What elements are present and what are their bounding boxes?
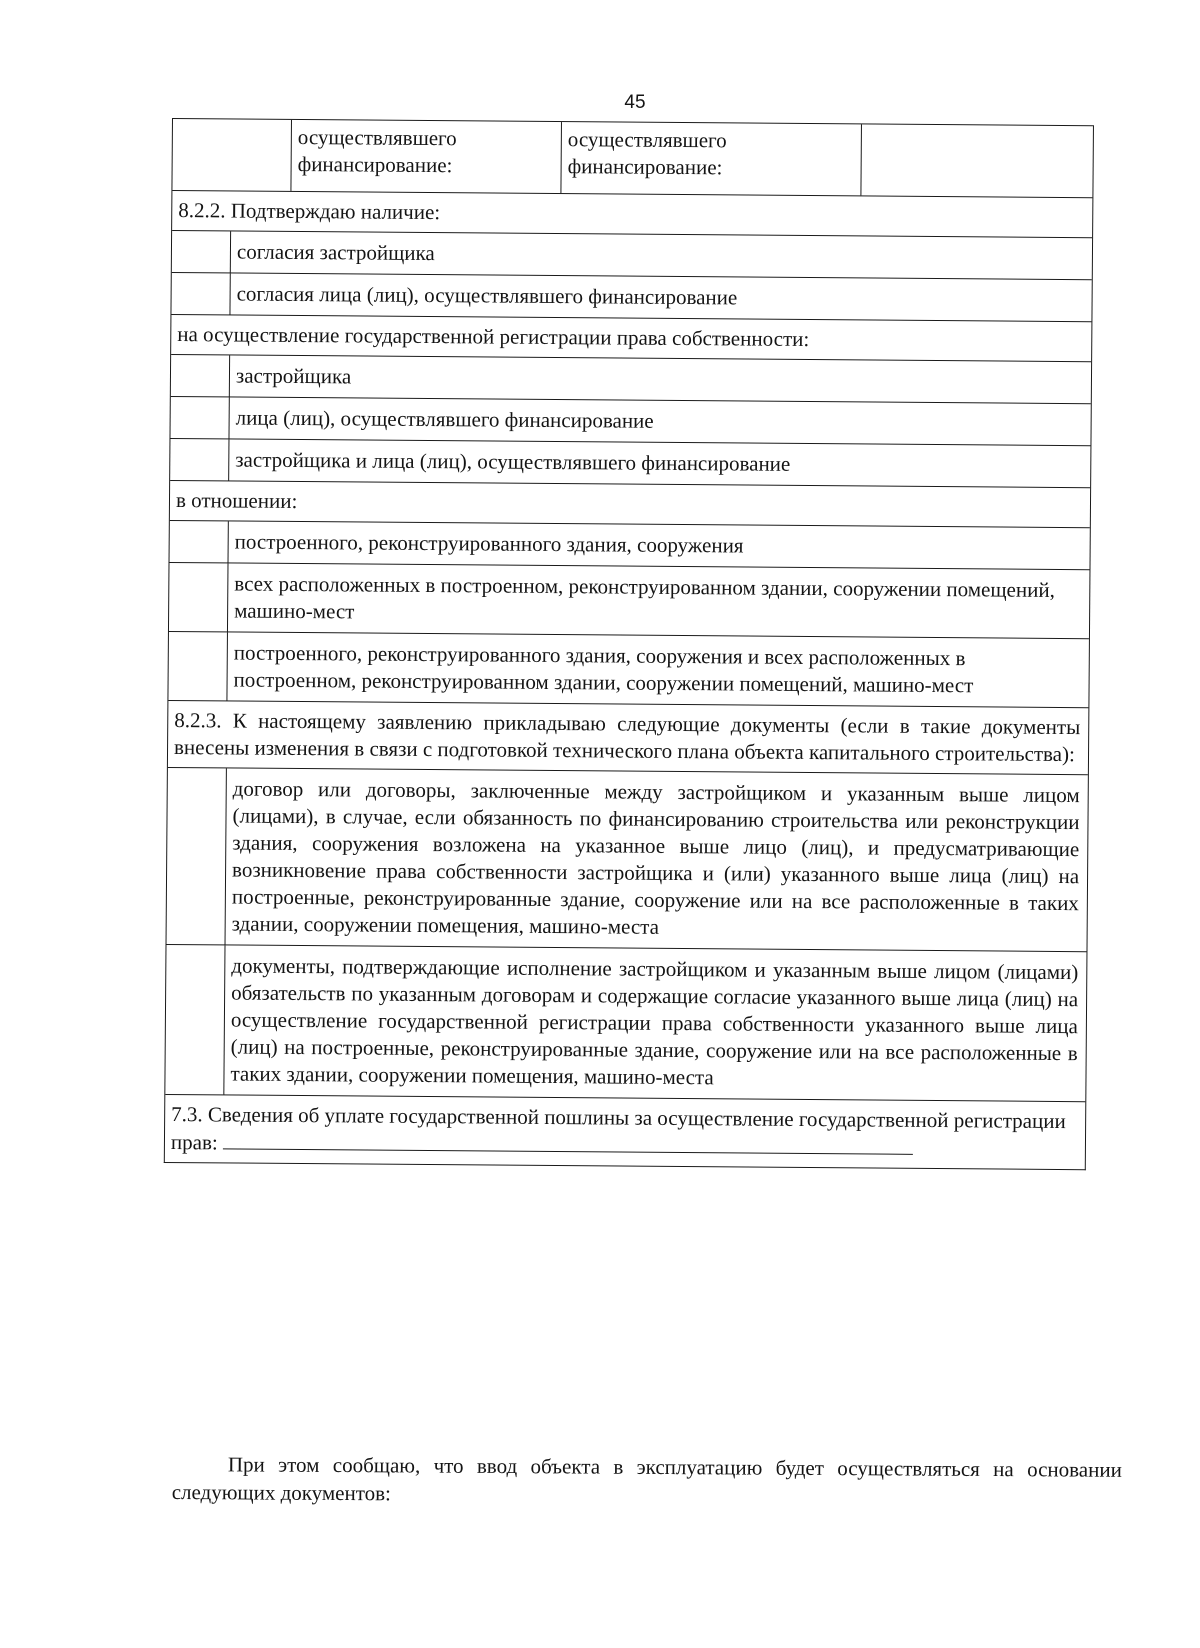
financing-label-2: осуществлявшего финансирование: — [561, 122, 862, 195]
checkbox-row — [165, 944, 1086, 1101]
option-label: договор или договоры, заключенные между застройщиком и указанным выше лицом (лицами), в случае, если обязанность по финансированию строительства или реконструкции здания, сооружения возложена на указанное выше лицо (лиц), и предусматривающие возникновение права собственности застройщика и (или) указанного выше лица (лиц) на построенные, реконструированные здание, сооружение или на все расположенные в таких здании, сооружении помещения, машино-места — [231, 776, 1080, 939]
checkbox-cell[interactable] — [167, 768, 227, 944]
checkbox-cell[interactable] — [165, 945, 225, 1094]
option-label: лица (лиц), осуществлявшего финансирование — [235, 405, 654, 433]
section-heading — [168, 700, 1088, 774]
option-label: согласия лица (лиц), осуществлявшего финансирование — [236, 281, 738, 310]
section-heading-text: 8.2.3. К настоящему заявлению прикладываю следующие документы (если в такие документы внесены изменения в связи с подготовкой технического плана объекта капитального строительства): — [173, 708, 1081, 767]
blank-cell — [172, 119, 292, 191]
checkbox-row — [171, 272, 1091, 321]
option-label: документы, подтверждающие исполнение застройщиком и указанным выше лицом (лицами) обязательств по указанным договорам и содержащие согласие указанного выше лица (лиц) на осуществление государственной регистрации права собственности указанного выше лица (лиц) на построенные, реконструированные здание, сооружение или на все расположенные в таких здании, сооружении помещения, машино-места — [230, 953, 1079, 1090]
section-heading — [172, 190, 1092, 237]
section-heading — [170, 480, 1090, 527]
section-heading-text: 8.2.2. Подтверждаю наличие: — [178, 198, 441, 225]
option-label: застройщика и лица (лиц), осуществлявшего финансирование — [235, 447, 791, 476]
closing-paragraph: При этом сообщаю, что ввод объекта в эксплуатацию будет осуществляться на основании следующих документов: — [171, 1452, 1122, 1506]
checkbox-cell[interactable] — [171, 355, 230, 396]
checkbox-row — [168, 631, 1089, 707]
application-form-table — [164, 118, 1094, 1170]
financing-value-cell[interactable] — [861, 124, 1093, 197]
fee-input-line[interactable] — [223, 1128, 913, 1154]
checkbox-cell[interactable] — [171, 273, 230, 314]
option-label: застройщика — [235, 363, 352, 389]
checkbox-cell[interactable] — [170, 397, 229, 438]
page-number: 45 — [624, 92, 646, 113]
checkbox-row — [170, 396, 1090, 445]
fee-row — [165, 1094, 1086, 1169]
checkbox-cell[interactable] — [169, 563, 229, 631]
checkbox-row — [171, 354, 1091, 403]
financing-label-1: осуществлявшего финансирование: — [291, 120, 562, 193]
checkbox-row — [169, 562, 1090, 638]
option-label: всех расположенных в построенном, реконструированном здании, сооружении помещений, машино-мест — [234, 571, 1055, 624]
fee-label: 7.3. Сведения об уплате государственной пошлины за осуществление государственной регистрации прав: — [170, 1102, 1066, 1155]
option-label: согласия застройщика — [236, 239, 435, 266]
checkbox-cell[interactable] — [168, 632, 228, 700]
section-heading-text: в отношении: — [175, 488, 298, 513]
checkbox-cell[interactable] — [172, 231, 231, 272]
checkbox-row — [170, 438, 1090, 487]
checkbox-cell[interactable] — [170, 521, 229, 562]
option-label: построенного, реконструированного здания, сооружения и всех расположенных в построенном, реконструированном здании, сооружении помещений, машино-мест — [233, 640, 974, 698]
section-heading-text: на осуществление государственной регистрации права собственности: — [177, 322, 810, 352]
option-label: построенного, реконструированного здания, сооружения — [234, 529, 744, 558]
financing-row — [172, 118, 1093, 197]
checkbox-row — [172, 230, 1092, 279]
section-heading — [171, 314, 1091, 361]
checkbox-row — [170, 520, 1090, 569]
checkbox-row — [167, 767, 1088, 951]
fee-section — [165, 1095, 1085, 1169]
checkbox-cell[interactable] — [170, 439, 229, 480]
